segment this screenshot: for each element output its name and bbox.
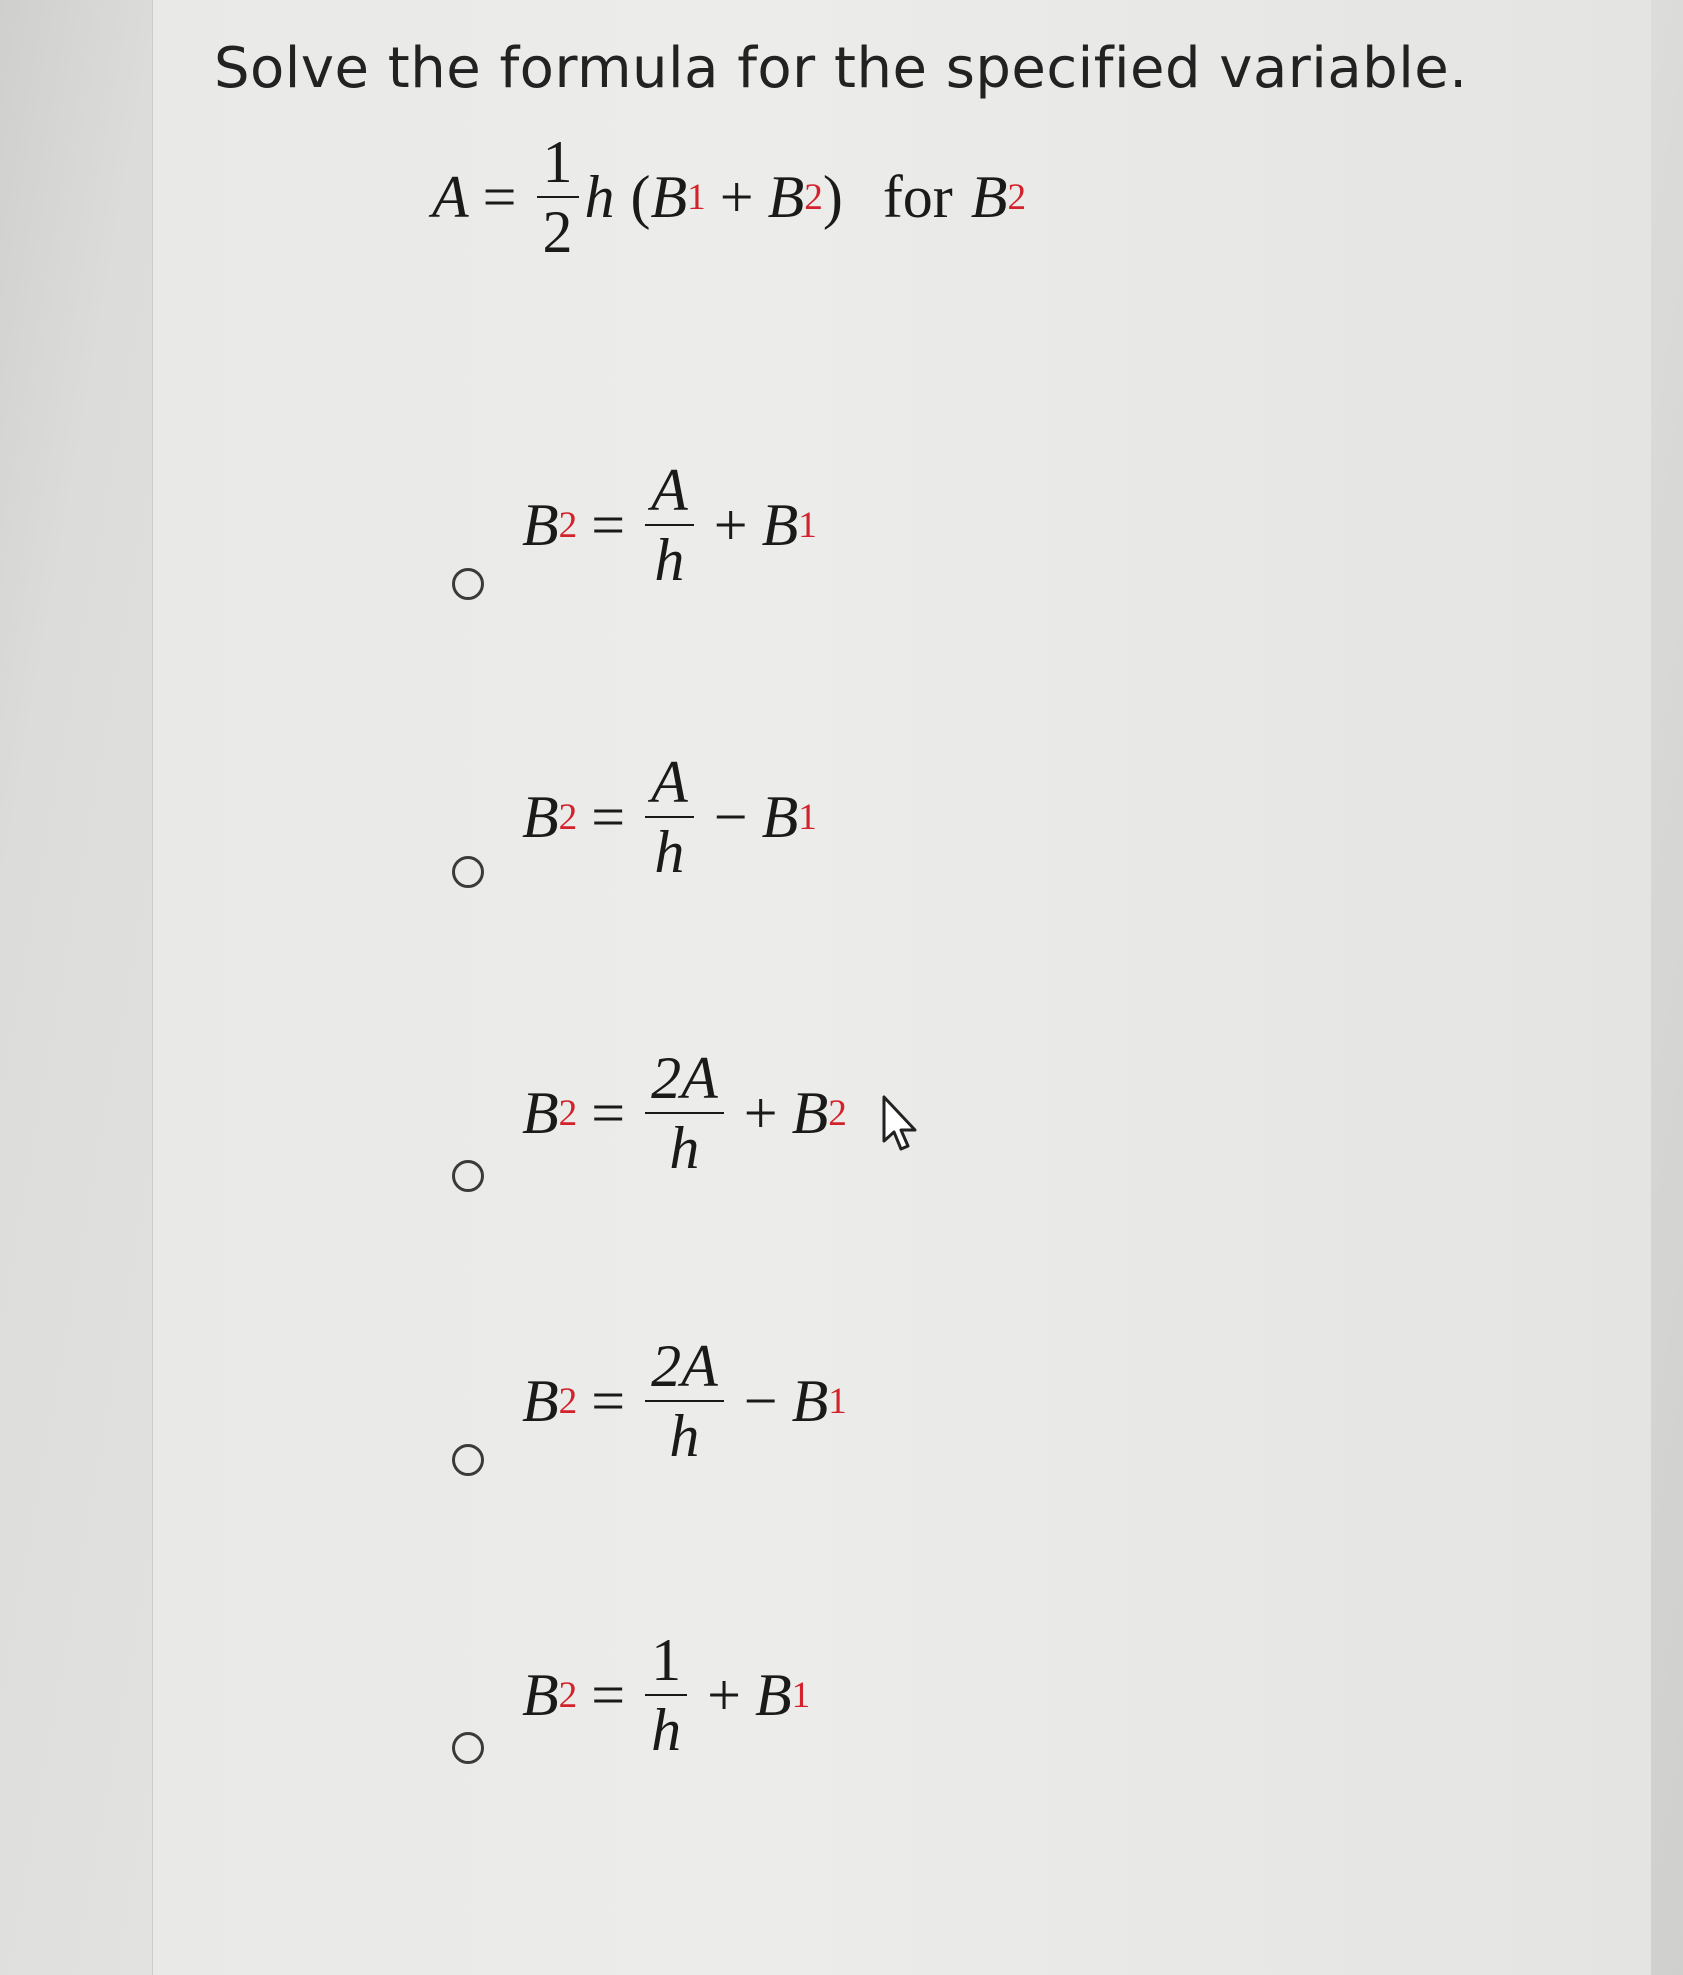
option-rhs-subscript: 1 bbox=[791, 1674, 811, 1716]
fraction-denominator: h bbox=[669, 1403, 700, 1469]
option-rhs: B bbox=[754, 1661, 792, 1728]
formula-lhs: A bbox=[432, 163, 469, 230]
option-operator: + bbox=[713, 491, 748, 558]
option-rhs: B bbox=[761, 783, 799, 850]
option-4-answer[interactable] bbox=[522, 1333, 847, 1469]
option-equals: = bbox=[591, 1079, 626, 1146]
option-operator: + bbox=[743, 1079, 778, 1146]
question-panel bbox=[152, 0, 1651, 1975]
option-rhs-subscript: 2 bbox=[828, 1092, 847, 1134]
fraction-denominator: h bbox=[654, 819, 685, 885]
fraction-denominator: h bbox=[654, 527, 685, 593]
option-lhs-subscript: 2 bbox=[558, 1380, 578, 1422]
formula-b2-subscript: 2 bbox=[804, 176, 823, 218]
option-5-answer[interactable] bbox=[522, 1627, 811, 1763]
fraction-numerator: 2A bbox=[651, 1333, 718, 1399]
question-prompt: Solve the formula for the specified variable. bbox=[214, 36, 1468, 101]
option-lhs-subscript: 2 bbox=[558, 1674, 578, 1716]
option-lhs: B bbox=[522, 1661, 559, 1728]
fraction-numerator: 2A bbox=[651, 1045, 718, 1111]
option-rhs: B bbox=[761, 491, 799, 558]
option-2-answer[interactable] bbox=[522, 749, 817, 885]
option-1-radio[interactable] bbox=[452, 568, 484, 600]
formula-equals: = bbox=[482, 163, 517, 230]
option-rhs-subscript: 1 bbox=[828, 1380, 847, 1422]
formula-open-paren: ( bbox=[630, 163, 651, 230]
option-rhs-subscript: 1 bbox=[798, 796, 817, 838]
option-fraction bbox=[645, 1627, 687, 1763]
formula-for-label: for bbox=[882, 163, 953, 230]
option-lhs-subscript: 2 bbox=[558, 504, 578, 546]
option-5-radio[interactable] bbox=[452, 1732, 484, 1764]
formula-fraction bbox=[537, 129, 579, 265]
option-rhs: B bbox=[791, 1367, 829, 1434]
option-lhs: B bbox=[522, 491, 559, 558]
option-lhs: B bbox=[522, 1079, 559, 1146]
option-4-radio[interactable] bbox=[452, 1444, 484, 1476]
option-fraction bbox=[645, 1045, 724, 1181]
option-lhs-subscript: 2 bbox=[558, 796, 578, 838]
option-operator: + bbox=[707, 1661, 741, 1728]
option-equals: = bbox=[591, 491, 626, 558]
mouse-pointer-icon bbox=[880, 1095, 926, 1159]
option-3-answer[interactable] bbox=[522, 1045, 847, 1181]
option-lhs: B bbox=[522, 783, 559, 850]
fraction-denominator: h bbox=[669, 1115, 700, 1181]
option-fraction bbox=[645, 457, 694, 593]
fraction-numerator: 1 bbox=[651, 1627, 682, 1693]
formula-plus: + bbox=[719, 163, 754, 230]
option-equals: = bbox=[591, 1661, 626, 1728]
option-lhs-subscript: 2 bbox=[558, 1092, 578, 1134]
fraction-denominator: 2 bbox=[542, 199, 573, 265]
option-fraction bbox=[645, 1333, 724, 1469]
fraction-numerator: A bbox=[651, 457, 688, 523]
formula-close-paren: ) bbox=[822, 163, 843, 230]
option-lhs: B bbox=[522, 1367, 559, 1434]
option-3-radio[interactable] bbox=[452, 1160, 484, 1192]
option-operator: − bbox=[713, 783, 748, 850]
formula-b1: B bbox=[650, 163, 688, 230]
option-fraction bbox=[645, 749, 694, 885]
option-rhs: B bbox=[791, 1079, 829, 1146]
target-variable-subscript: 2 bbox=[1007, 176, 1027, 218]
option-equals: = bbox=[591, 783, 626, 850]
fraction-denominator: h bbox=[651, 1697, 682, 1763]
option-equals: = bbox=[591, 1367, 626, 1434]
formula-b2: B bbox=[767, 163, 805, 230]
given-formula bbox=[432, 129, 1027, 265]
formula-b1-subscript: 1 bbox=[687, 176, 706, 218]
option-2-radio[interactable] bbox=[452, 856, 484, 888]
formula-h: h bbox=[584, 163, 615, 230]
fraction-numerator: 1 bbox=[542, 129, 573, 195]
option-rhs-subscript: 1 bbox=[798, 504, 817, 546]
target-variable: B bbox=[970, 163, 1008, 230]
option-1-answer[interactable] bbox=[522, 457, 817, 593]
fraction-numerator: A bbox=[651, 749, 688, 815]
option-operator: − bbox=[743, 1367, 778, 1434]
